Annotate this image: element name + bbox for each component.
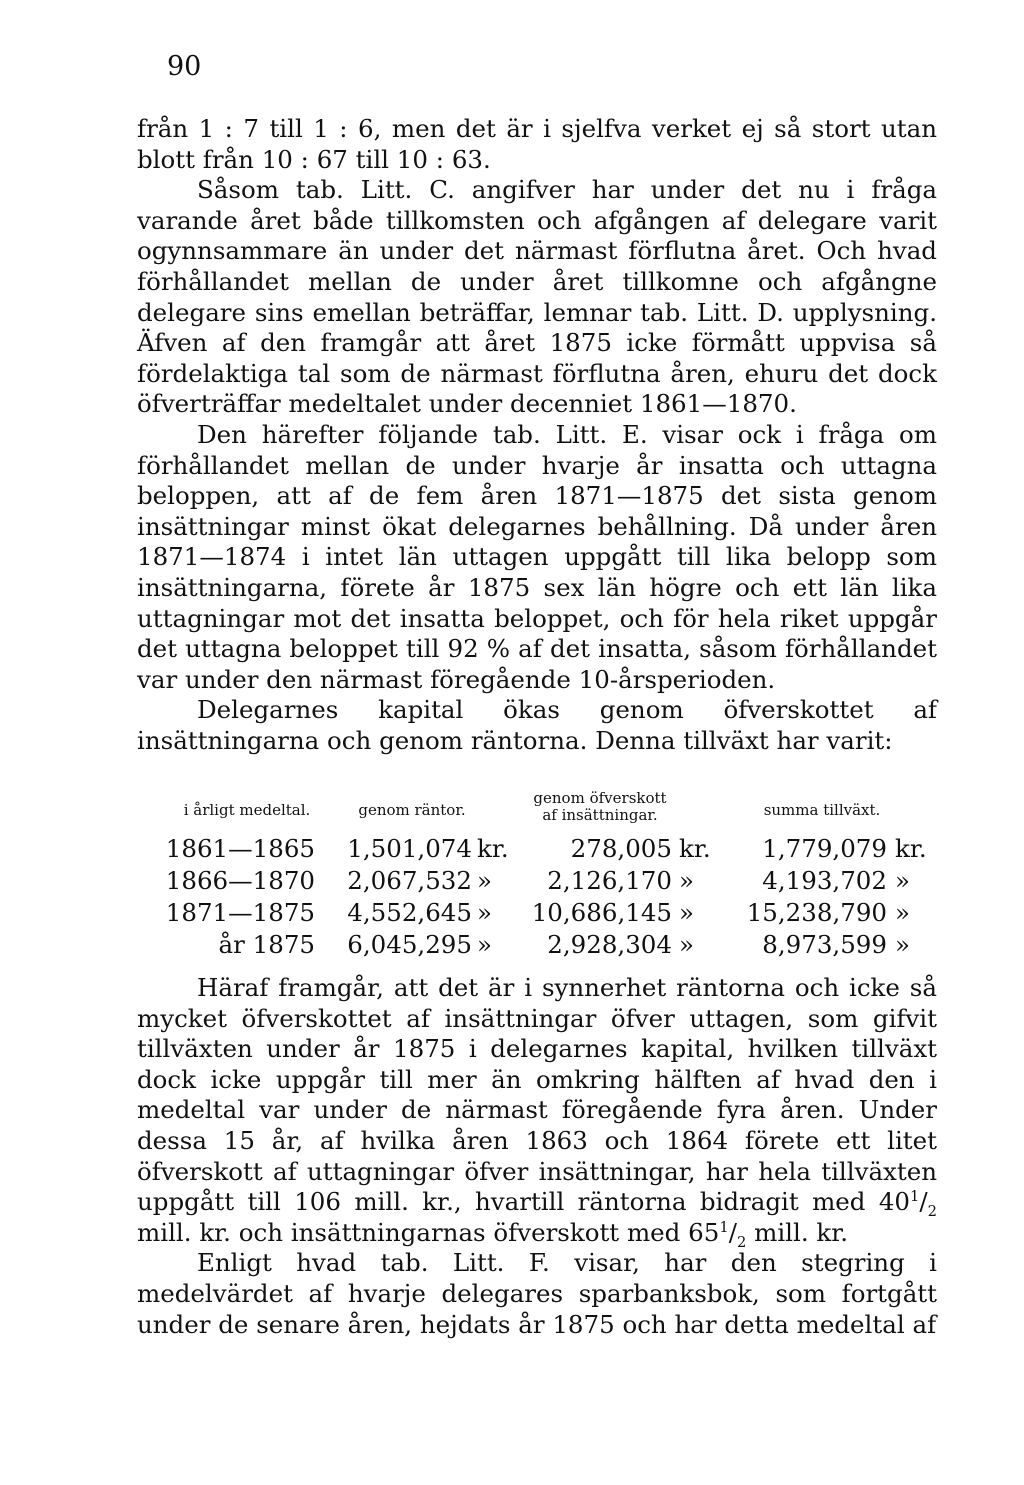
paragraph-text: mill. kr. och insättningarnas öfverskott med 65 — [137, 1217, 720, 1247]
cell-summa: 1,779,079 — [762, 834, 887, 863]
cell-ofverskott: 2,928,304 — [547, 930, 672, 959]
cell-rantor: 1,501,074 — [347, 834, 472, 863]
paragraph: Delegarnes kapital ökas genom öfverskottet af insättningarna och genom räntorna. Denna tillväxt har varit: — [137, 695, 937, 755]
cell-unit: » — [895, 898, 910, 927]
cell-ofverskott: 10,686,145 — [531, 898, 672, 927]
paragraph: Enligt hvad tab. Litt. F. visar, har den stegring i medelvärdet af hvarje delegares sparbanksbok, som fortgått under de senare åren, hejdats år 1875 och har detta medeltal af — [137, 1248, 937, 1339]
cell-unit: » — [679, 930, 694, 959]
page-number: 90 — [167, 51, 202, 82]
cell-unit: » — [895, 866, 910, 895]
paragraph: från 1 : 7 till 1 : 6, men det är i sjelfva verket ej så stort utan blott från 10 : 67 till 10 : 63. — [137, 114, 937, 174]
fraction-denominator: 2 — [927, 1203, 937, 1221]
cell-unit: kr. — [679, 834, 711, 863]
paragraph: Häraf framgår, att det är i synnerhet räntorna och icke så mycket öfverskottet af insättningar öfver uttagen, som gifvit tillväxten under år 1875 i delegarnes kapital, hvilken tillväxt dock icke uppgår till mer än omkring hälften af hvad den i medeltal var under de närmast föregående fyra åren. Under dessa 15 år, af hvilka åren 1863 och 1864 förete ett litet öfverskott af uttagningar öfver insättningar, har hela tillväxten uppgått till 106 mill. kr., hvartill räntorna bidragit med $40^1/_2$ mill. kr. och insättningarnas öfverskott med $65^1/_2$ mill. kr. — [137, 973, 937, 1251]
cell-year: 1861—1865 — [165, 834, 315, 863]
body-text-top — [137, 114, 937, 756]
table-row — [137, 930, 937, 960]
cell-ofverskott: 278,005 — [570, 834, 672, 863]
header-rantor: genom räntor. — [358, 801, 466, 819]
growth-table — [137, 790, 937, 962]
paragraph-text: mill. kr. — [746, 1217, 849, 1247]
table-row — [137, 898, 937, 928]
cell-year: år 1875 — [218, 930, 315, 959]
cell-rantor: 2,067,532 — [347, 866, 472, 895]
cell-unit: kr. — [477, 834, 509, 863]
cell-unit: » — [477, 866, 492, 895]
table-row — [137, 834, 937, 864]
header-summa: summa tillväxt. — [763, 801, 881, 819]
cell-rantor: 4,552,645 — [347, 898, 472, 927]
cell-year: 1866—1870 — [165, 866, 315, 895]
fraction-denominator: 2 — [736, 1233, 747, 1251]
table-header — [137, 790, 937, 834]
fraction-numerator: 1 — [719, 1218, 729, 1236]
paragraph-text: Häraf framgår, att det är i synnerhet räntorna och icke så mycket öfverskottet af insättningar öfver uttagen, som gifvit tillväxten under år 1875 i delegarnes kapital, hvilken tillväxt dock icke uppgår till mer än omkring hälften af hvad den i medeltal var under de närmast föregående fyra åren. Under dessa 15 år, af hvilka åren 1863 och 1864 förete ett litet öfverskott af uttagningar öfver insättningar, har hela tillväxten uppgått till 106 mill. kr., hvartill räntorna bidragit med 40 — [137, 973, 937, 1217]
header-ofverskott — [515, 790, 685, 824]
header-ofverskott-line1: genom öfverskott — [533, 789, 667, 807]
cell-ofverskott: 2,126,170 — [547, 866, 672, 895]
cell-summa: 4,193,702 — [762, 866, 887, 895]
cell-summa: 8,973,599 — [762, 930, 887, 959]
cell-year: 1871—1875 — [165, 898, 315, 927]
header-year: i årligt medeltal. — [183, 801, 311, 819]
body-text-bottom — [137, 973, 937, 1340]
cell-unit: » — [679, 866, 694, 895]
cell-unit: » — [679, 898, 694, 927]
paragraph: Såsom tab. Litt. C. angifver har under det nu i fråga varande året både tillkomsten och afgången af delegare varit ogynnsammare än under det närmast förflutna året. Och hvad förhållandet mellan de under året tillkomne och afgångne delegare sins emellan beträffar, lemnar tab. Litt. D. upplysning. Äfven af den framgår att året 1875 icke förmått uppvisa så fördelaktiga tal som de närmast förflutna åren, ehuru det dock öfverträffar medeltalet under decenniet 1861—1870. — [137, 175, 937, 419]
cell-unit: » — [895, 930, 910, 959]
cell-unit: » — [477, 930, 492, 959]
cell-summa: 15,238,790 — [746, 898, 887, 927]
cell-rantor: 6,045,295 — [347, 930, 472, 959]
fraction-numerator: 1 — [910, 1188, 920, 1205]
cell-unit: » — [477, 898, 492, 927]
table-row — [137, 866, 937, 896]
header-ofverskott-line2: af insättningar. — [542, 806, 658, 824]
paragraph: Den härefter följande tab. Litt. E. visar ock i fråga om förhållandet mellan de under hvarje år insatta och uttagna beloppen, att af de fem åren 1871—1875 det sista genom insättningar minst ökat delegarnes behållning. Då under åren 1871—1874 i intet län uttagen uppgått till lika belopp som insättningarna, förete år 1875 sex län högre och ett län lika uttagningar mot det insatta beloppet, och för hela riket uppgår det uttagna beloppet till 92 % af det insatta, såsom förhållandet var under den närmast föregående 10-årsperioden. — [137, 419, 937, 694]
cell-unit: kr. — [895, 834, 927, 863]
